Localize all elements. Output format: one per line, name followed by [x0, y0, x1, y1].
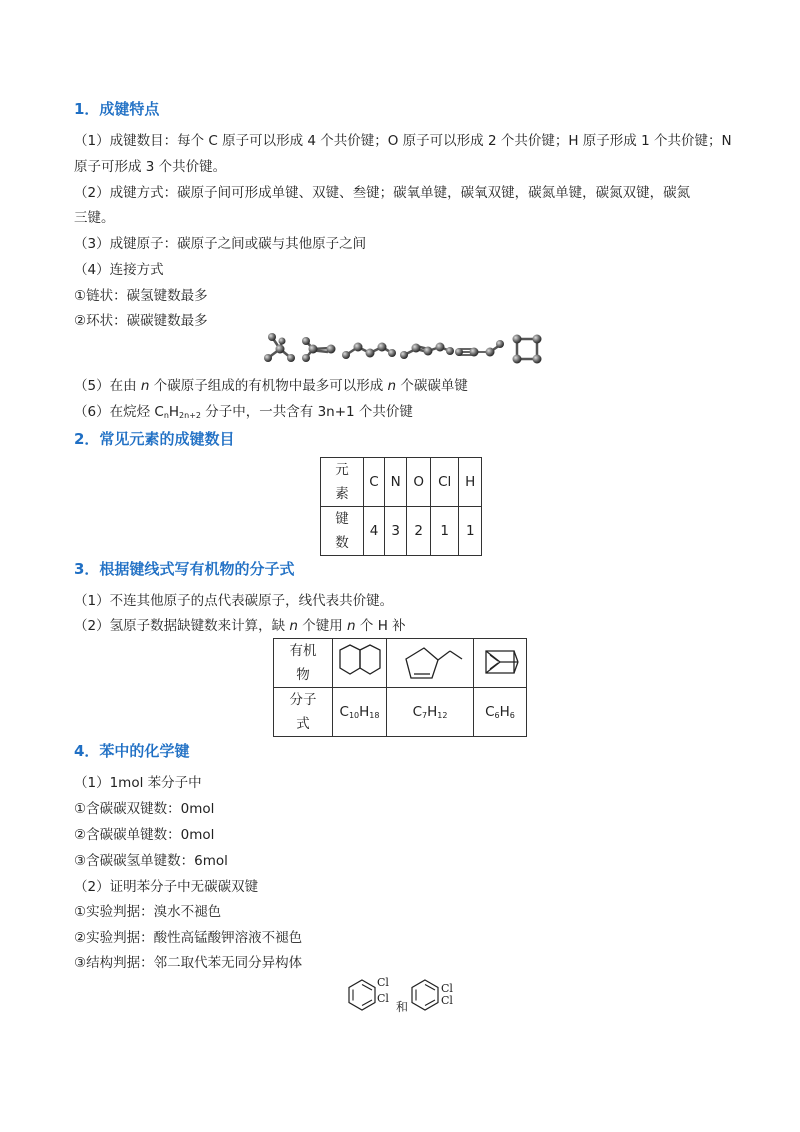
s1-p5-n1: n: [140, 378, 150, 394]
formula-3-hn: 6: [509, 711, 515, 720]
s4-p1: （1）1mol 苯分子中: [74, 775, 202, 791]
element-o: O: [407, 458, 430, 507]
chain-model-1: [342, 343, 396, 360]
formula-2: [387, 688, 474, 737]
cl-label-3: Cl: [441, 982, 453, 995]
s1-p5-pre: （5）在由: [74, 378, 141, 394]
element-n: N: [385, 458, 407, 507]
s4-p2a: ①实验判据：溴水不褪色: [74, 904, 222, 920]
methylcyclopentene-structure-cell: [387, 639, 474, 688]
count-header-cell: [321, 507, 364, 556]
count-c: 4: [364, 507, 385, 556]
s1-p6: [74, 400, 413, 420]
count-header-1: 键: [335, 511, 349, 527]
section-3-title: 3．根据键线式写有机物的分子式: [74, 560, 295, 578]
formula-3: [474, 688, 527, 737]
and-label: 和: [396, 1000, 409, 1014]
section-4-title: 4．苯中的化学键: [74, 742, 190, 760]
count-h: 1: [459, 507, 482, 556]
formula-2-h: H: [427, 704, 438, 720]
formula-1-h: H: [359, 704, 370, 720]
count-cl: 1: [430, 507, 459, 556]
organic-header-1: 有机: [289, 643, 317, 659]
s1-p6-sub2: 2n+2: [179, 411, 201, 420]
formula-header-cell: [274, 688, 333, 737]
s3-p2-post: 个 H 补: [355, 618, 406, 634]
cl-label-2: Cl: [377, 992, 389, 1005]
benzene-ring-2: [408, 978, 442, 1012]
tetrahedral-model: [264, 333, 295, 362]
s1-p6-h: H: [168, 404, 180, 420]
decalin-structure-cell: [333, 639, 387, 688]
cl-label-1: Cl: [377, 976, 389, 989]
s3-p2-mid: 个键用: [297, 618, 348, 634]
element-c: C: [364, 458, 385, 507]
s1-p4b: ②环状：碳碳键数最多: [74, 313, 208, 329]
formula-3-c: C: [485, 704, 495, 720]
s1-p5-mid: 个碳原子组成的有机物中最多可以形成: [149, 378, 388, 394]
formula-header-1: 分子: [289, 692, 317, 708]
organic-header-2: 物: [296, 667, 310, 683]
s4-p1c: ③含碳碳氢单键数：6mol: [74, 853, 228, 869]
s1-p4: （4）连接方式: [74, 262, 164, 278]
formula-header-2: 式: [296, 716, 310, 732]
formula-1-cn: 10: [348, 711, 360, 720]
s1-p6-pre: （6）在烷烃 C: [74, 404, 164, 420]
triple-bond-model: [455, 340, 504, 357]
formula-2-cn: 7: [422, 711, 428, 720]
s4-p2: （2）证明苯分子中无碳碳双键: [74, 879, 259, 895]
count-o: 2: [407, 507, 430, 556]
s3-p2-n1: n: [289, 618, 298, 634]
count-n: 3: [385, 507, 407, 556]
s1-p2a: （2）成键方式：碳原子间可形成单键、双键、叁键；碳氧单键，碳氧双键，碳氮单键，碳氮双键，碳氮: [74, 185, 691, 201]
element-header-2: 素: [335, 486, 349, 502]
s1-p5-post: 个碳碳单键: [396, 378, 468, 394]
count-header-2: 数: [335, 535, 349, 551]
s1-p6-sub1: n: [163, 411, 169, 420]
s3-p2-pre: （2）氢原子数据缺键数来计算，缺: [74, 618, 290, 634]
s1-p6-post: 分子中，一共含有 3n+1 个共价键: [201, 404, 413, 420]
element-header-cell: [321, 458, 364, 507]
dichlorobenzene-figure: [345, 974, 465, 1016]
s1-p3: （3）成键原子：碳原子之间或碳与其他原子之间: [74, 236, 367, 252]
section-2-title: 2．常见元素的成键数目: [74, 430, 235, 448]
s1-p1a: （1）成键数目：每个 C 原子可以形成 4 个共价键；O 原子可以形成 2 个共价键；H 原子形成 1 个共价键；N: [74, 133, 732, 149]
chain-model-2: [400, 343, 454, 360]
s4-p2b: ②实验判据：酸性高锰酸钾溶液不褪色: [74, 930, 303, 946]
formula-1: [333, 688, 387, 737]
molecular-formula-table: [273, 638, 527, 737]
ethylcyclopentene-structure: [394, 643, 466, 683]
s3-p1: （1）不连其他原子的点代表碳原子，线代表共价键。: [74, 593, 394, 609]
ball-stick-models-figure: [258, 331, 548, 367]
cl-label-4: Cl: [441, 994, 453, 1007]
formula-1-c: C: [339, 704, 349, 720]
s1-p4a: ①链状：碳氢键数最多: [74, 288, 208, 304]
s3-p2: [74, 614, 406, 634]
formula-2-hn: 12: [437, 711, 448, 720]
ring-model: [513, 335, 542, 364]
section-1-title: 1．成键特点: [74, 100, 160, 118]
s4-p1b: ②含碳碳单键数：0mol: [74, 827, 215, 843]
bond-count-table: [320, 457, 482, 556]
s1-p2b: 三键。: [74, 210, 115, 226]
formula-3-cn: 6: [494, 711, 500, 720]
element-header-1: 元: [335, 462, 349, 478]
s4-p1a: ①含碳碳双键数：0mol: [74, 801, 215, 817]
s1-p1b: 原子可形成 3 个共价键。: [74, 159, 227, 175]
benzene-ring-1: [345, 978, 379, 1012]
s3-p2-n2: n: [347, 618, 356, 634]
benzvalene-structure: [478, 643, 522, 683]
formula-2-c: C: [412, 704, 422, 720]
s1-p5: [74, 374, 468, 394]
s4-p2c: ③结构判据：邻二取代苯无同分异构体: [74, 955, 303, 971]
element-cl: Cl: [430, 458, 459, 507]
branched-model: [302, 337, 336, 362]
element-h: H: [459, 458, 482, 507]
formula-1-hn: 18: [369, 711, 380, 720]
prismane-structure-cell: [474, 639, 527, 688]
formula-3-h: H: [499, 704, 510, 720]
decalin-structure: [337, 644, 383, 682]
s1-p5-n2: n: [387, 378, 397, 394]
organic-header-cell: [274, 639, 333, 688]
